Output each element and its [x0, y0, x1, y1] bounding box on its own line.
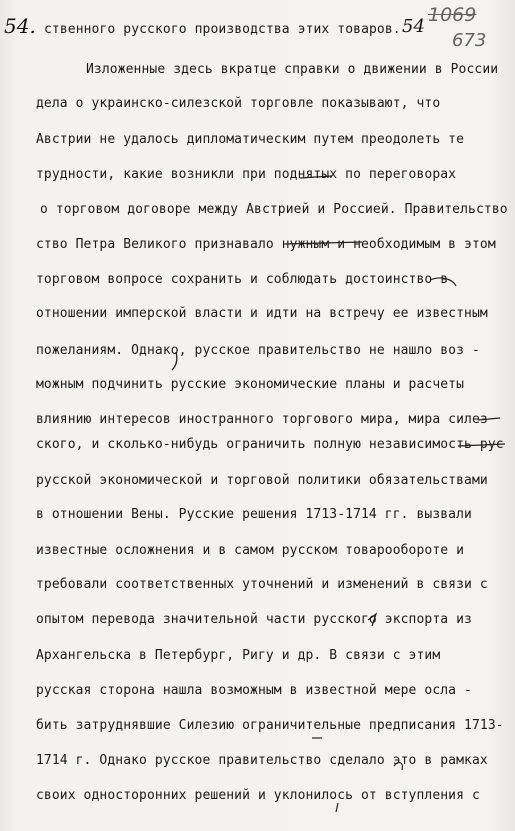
text-line: о торговом договоре между Австрией и Россией. Правительство [40, 202, 508, 217]
text-line: торговом вопросе сохранить и соблюдать достоинство в [36, 272, 449, 287]
archive-number-crossed: 1069 [428, 4, 477, 26]
text-line: ство Петра Великого признавало нужным и необходимым в этом [36, 237, 496, 252]
left-page-number: 54. [4, 14, 36, 38]
text-line: требовали соответственных уточнений и изменений в связи с [36, 577, 488, 592]
text-line: дела о украинско-силезской торговле показывают, что [36, 96, 441, 111]
text-line: отношении имперской власти и идти на встречу ее известным [36, 306, 488, 321]
text-line: можным подчинить русские экономические планы и расчеты [36, 377, 465, 392]
text-line: ского, и сколько-нибудь ограничить полную независимость рус [36, 437, 504, 452]
text-line: своих односторонних решений и уклонилось от вступления с [36, 788, 480, 803]
right-page-number: 54 [402, 16, 425, 37]
text-line: бить затруднявшие Силезию ограничительные предписания 1713- [36, 718, 504, 733]
archive-number: 673 [452, 30, 487, 51]
tick-mark [336, 803, 338, 812]
text-line: трудности, какие возникли при поднятых по переговорах [36, 167, 457, 182]
text-line: пожеланиям. Однако, русское правительство не нашло воз - [36, 343, 480, 358]
text-line: русская сторона нашла возможным в известной мере осла - [36, 683, 472, 698]
text-line: известные осложнения и в самом русском товарообороте и [36, 543, 465, 558]
text-line: опытом перевода значительной части русского экспорта из [36, 612, 472, 627]
text-line: в отношении Вены. Русские решения 1713-1714 гг. вызвали [36, 507, 472, 522]
text-line: влиянию интересов иностранного торгового мира, мира силез [36, 412, 488, 427]
text-line: 1714 г. Однако русское правительство сделало это в рамках [36, 753, 488, 768]
text-line: Архангельска в Петербург, Ригу и др. В связи с этим [36, 648, 441, 663]
text-line: Изложенные здесь вкратце справки о движении в России [86, 62, 499, 77]
text-line: ственного русского производства этих товаров. [44, 22, 401, 37]
text-line: русской экономической и торговой политики обязательствами [36, 473, 488, 488]
text-line: Австрии не удалось дипломатическим путем преодолеть те [36, 132, 465, 147]
